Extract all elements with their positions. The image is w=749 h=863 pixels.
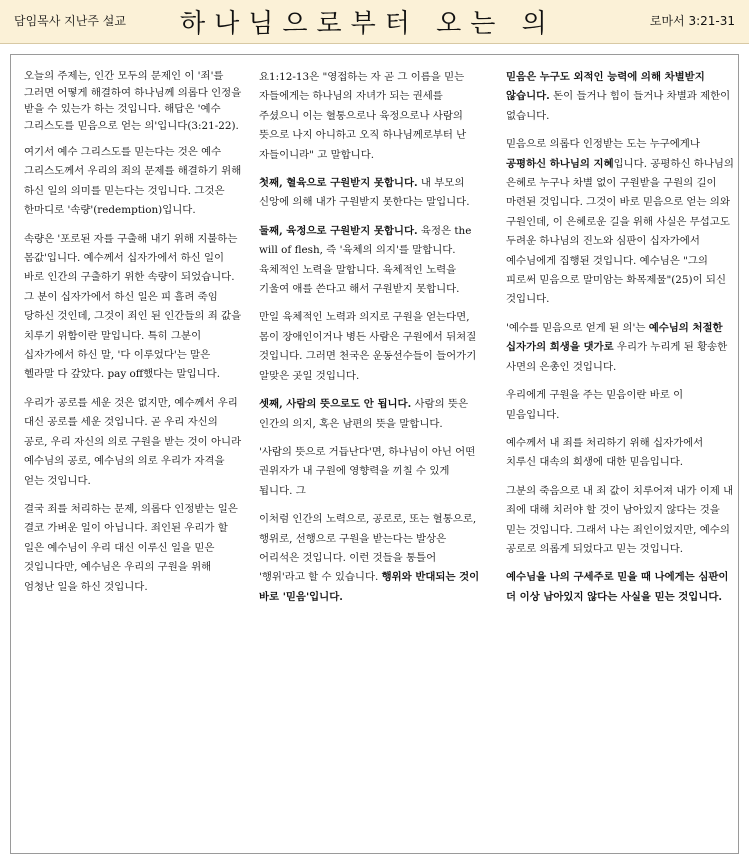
paragraph-text: 육정은 the will of flesh, 즉 '육체의 의지'를 말합니다. 육체적인 노력을 말합니다. 육체적인 노력을 기울여 애를 쓴다고 해서 구원받지 못합니다. [259, 224, 472, 296]
paragraph [506, 68, 734, 126]
paragraph [259, 174, 485, 213]
paragraph: 요1:12-13은 "영접하는 자 곧 그 이름을 믿는 자들에게는 하나님의 자녀가 되는 권세를 주셨으니 이는 혈통으로나 육정으로나 사람의 뜻으로 나지 아니하고 오직 하나님께로부터 난 자들이니라" 고 말합니다. [259, 71, 467, 161]
paragraph-text: 내 부모의 신앙에 의해 내가 구원받지 못한다는 말입니다. [259, 177, 470, 209]
paragraph: 여기서 예수 그리스도를 믿는다는 것은 예수 그리스도께서 우리의 죄의 문제를 해결하기 위해 하신 일의 의미를 믿는다는 것입니다. 그것은 한마디로 '속량'(redemption)입니다. [24, 146, 242, 217]
paragraph: 속량은 '포로된 자를 구출해 내기 위해 지불하는 몸값'입니다. 예수께서 십자가에서 하신 일이 바로 인간의 구출하기 위한 속량이 되었습니다. 그 분이 십자가에서 하신 일은 피 흘려 죽임 당하신 것인데, 그것이 죄인 된 인간들의 죄 값을 치루기 위함이란 말입니다. 특히 그분이 십자가에서 하신 말, '다 이루었다'는 말은 헬라말 다 갚았다. pay off했다는 말입니다. [24, 232, 242, 381]
paragraph-text: 이처럼 인간의 노력으로, 공로로, 또는 혈통으로, 행위로, 선행으로 구원을 받는다는 발상은 어리석은 것입니다. 이런 것들을 통틀어 '행위'라고 할 수 있습니다. [259, 513, 477, 584]
header-bar [0, 0, 749, 44]
paragraph: 오늘의 주제는, 인간 모두의 문제인 이 '죄'를 그러면 어떻게 해결하여 하나님께 의롭다 인정을 받을 수 있는가 하는 것입니다. 해답은 '예수 그리스도를 믿음으로 얻는 의'입니다(3:21-22). [24, 70, 242, 132]
paragraph-text: '예수를 믿음으로 얻게 된 의'는 [506, 321, 649, 334]
paragraph [506, 319, 734, 377]
bold-point: 예수님의 처절한 십자가의 희생을 댓가로 [506, 321, 723, 354]
paragraph [259, 222, 485, 300]
bold-point: 둘째, 육정으로 구원받지 못합니다. [259, 224, 418, 237]
paragraph [259, 510, 485, 607]
bold-point: 행위와 반대되는 것이 바로 '믿음'입니다. [259, 571, 480, 603]
column-3 [506, 68, 734, 616]
column-1 [24, 68, 242, 606]
scripture-reference: 로마서 3:21-31 [649, 14, 735, 28]
bold-point: 예수님을 나의 구세주로 믿을 때 나에게는 심판이 더 이상 남아있지 않다는 사실을 믿는 것입니다. [506, 571, 729, 603]
paragraph: 우리가 공로를 세운 것은 없지만, 예수께서 우리 대신 공로를 세운 것입니다. 곧 우리 자신의 공로, 우리 자신의 의로 구원을 받는 것이 아니라 예수님의 공로, 예수님의 의로 우리가 자격을 얻는 것입니다. [24, 396, 242, 487]
paragraph-text: 입니다. 공평하신 하나님의 은혜로 누구나 차별 없이 구원받을 구원의 길이 마련된 것입니다. 그것이 바로 믿음으로 얻는 의와 구원인데, 이 은혜로운 길을 위해 사실은 무섭고도 두려운 하나님의 진노와 심판이 십자가에서 예수님에게 집행된 것입니다. 예수님은 "그의 피로써 믿음으로 말미암는 화목제물"(25)이 되신 것입니다. [506, 157, 734, 306]
paragraph [506, 135, 734, 310]
paragraph-text: 우리가 누리게 된 황송한 사면의 은총인 것입니다. [506, 341, 728, 373]
bold-point: 첫째, 혈육으로 구원받지 못합니다. [259, 177, 418, 190]
paragraph: 예수께서 내 죄를 처리하기 위해 십자가에서 치루신 대속의 희생에 대한 믿음입니다. [506, 436, 704, 469]
paragraph: 결국 죄를 처리하는 문제, 의롭다 인정받는 일은 결코 가벼운 일이 아닙니다. 죄인된 우리가 할 일은 예수님이 우리 대신 이루신 일을 믿은 것입니다만, 예수님은 우리의 구원을 위해 엄청난 일을 하신 것입니다. [24, 502, 238, 593]
paragraph [259, 395, 485, 434]
paragraph: '사람의 뜻으로 거듭난다'면, 하나님이 아닌 어떤 권위자가 내 구원에 영향력을 끼칠 수 있게 됩니다. 그 [259, 445, 476, 497]
paragraph [506, 568, 734, 607]
paragraph: 우리에게 구원을 주는 믿음이란 바로 이 믿음입니다. [506, 389, 684, 421]
paragraph-text: 돈이 들거나 힘이 들거나 차별과 제한이 없습니다. [506, 90, 731, 122]
bold-point: 믿음은 누구도 외적인 능력에 의해 차별받지 않습니다. [506, 71, 705, 103]
bold-point: 공평하신 하나님의 지혜 [506, 157, 614, 170]
paragraph: 그분의 죽음으로 내 죄 값이 치루어져 내가 이제 내 죄에 대해 치러야 할 것이 남아있지 않다는 것을 믿는 것입니다. 그래서 나는 죄인이었지만, 예수의 공로로 의롭게 되었다고 믿는 것입니다. [506, 484, 734, 555]
paragraph-text: 사람의 뜻은 인간의 의지, 혹은 남편의 뜻을 말합니다. [259, 398, 468, 430]
column-2 [259, 68, 485, 616]
paragraph: 만일 육체적인 노력과 의지로 구원을 얻는다면, 몸이 장애인이거나 병든 사람은 구원에서 뒤쳐질 것입니다. 그러면 천국은 운동선수들이 들어가기 알맞은 곳일 것입니다. [259, 311, 477, 382]
paragraph-text: 믿음으로 의롭다 인정받는 도는 누구에게나 [506, 138, 700, 151]
sermon-title: 하나님으로부터 오는 의 [180, 9, 556, 39]
header-label: 담임목사 지난주 설교 [14, 14, 126, 28]
bold-point: 셋째, 사람의 뜻으로도 안 됩니다. [259, 398, 412, 411]
